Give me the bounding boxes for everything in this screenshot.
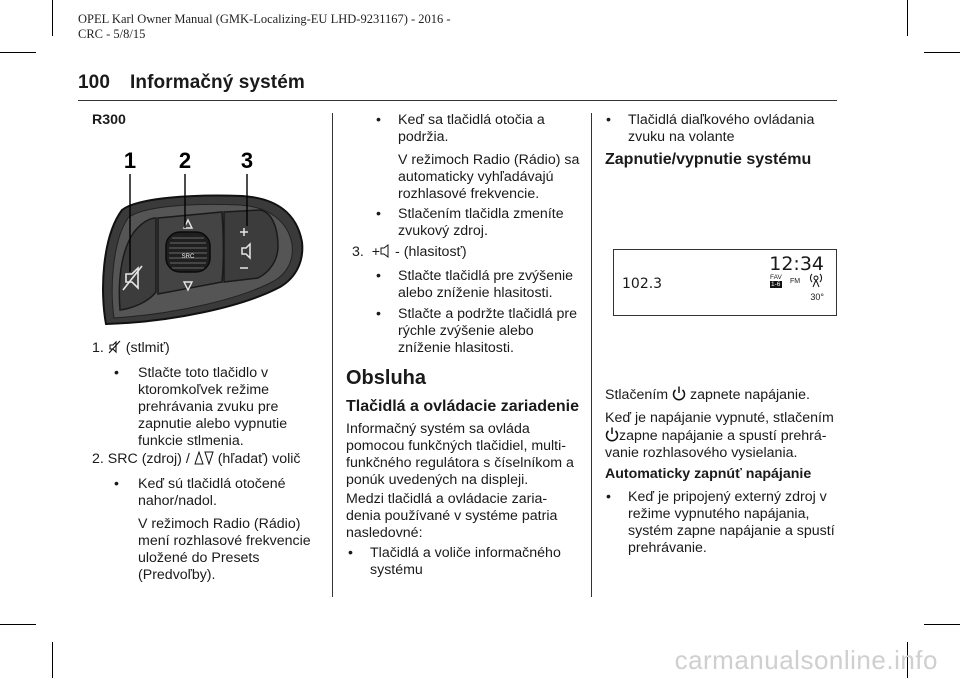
document-header-line-1: OPEL Karl Owner Manual (GMK-Localizing-EU LHD-9231167) - 2016 - xyxy=(78,12,451,26)
power-icon xyxy=(605,427,619,442)
bullet-mark: • xyxy=(606,489,611,505)
bullet-steering-wheel-controls: Tlačidlá diaľkového ovládania zvuku na volante xyxy=(628,112,815,145)
column-divider xyxy=(332,113,333,597)
item-3-text: - (hlasitosť) xyxy=(395,244,467,260)
document-header-line-2: CRC - 5/8/15 xyxy=(78,27,146,41)
bullet-mark: • xyxy=(376,206,381,222)
watermark xyxy=(0,645,960,676)
display-fav-label: FAV xyxy=(770,274,782,281)
crop-mark xyxy=(52,0,53,36)
item-2-bullet-continued: V režimoch Radio (Rádio) mení rozhlasové frekvencie uložené do Presets (Predvoľby). xyxy=(138,516,311,583)
paragraph-operation: Informačný systém sa ovláda pomocou funkčných tlačidiel, multi-funkčného regulátora s číselníkom a ponúk uvedených na displeji. xyxy=(346,421,574,488)
broadcast-icon xyxy=(808,272,824,288)
radio-display xyxy=(613,249,837,316)
power-on-text-pre: Stlačením xyxy=(605,387,669,403)
mute-icon xyxy=(108,340,122,354)
document-header xyxy=(78,12,451,42)
power-off-line-3: vanie rozhlasového vysielania. xyxy=(605,445,798,461)
bullet-mark: • xyxy=(606,112,611,128)
item-1-number: 1. xyxy=(92,340,104,356)
bullet-hold-wheel-continued: V režimoch Radio (Rádio) sa automaticky vyhľadávajú rozhlasové frekvencie. xyxy=(398,152,580,202)
bullet-hold-wheel: Keď sa tlačidlá otočia a podržia. xyxy=(398,112,545,145)
heading-rule xyxy=(78,100,837,101)
bullet-mark: • xyxy=(348,545,353,561)
display-clock: 12:34 xyxy=(769,253,824,275)
display-fav-page: 1-6 xyxy=(771,281,781,288)
item-2-bullet: Keď sú tlačidlá otočené nahor/nadol. xyxy=(138,476,286,509)
bullet-auto-power: Keď je pripojený externý zdroj v režime vypnutého napájania, systém zapne napájanie a spustí prehrávanie. xyxy=(628,489,835,556)
bullet-infotainment-buttons: Tlačidlá a voliče informačného systému xyxy=(370,545,561,578)
page-heading xyxy=(78,72,305,94)
bullet-change-source: Stlačením tlačidla zmeníte zvukový zdroj. xyxy=(398,206,564,239)
item-1-bullet: Stlačte toto tlačidlo v ktoromkoľvek režime prehrávania zvuku pre zapnutie alebo vypnutie funkcie stlmenia. xyxy=(138,365,288,449)
item-1-text: (stlmiť) xyxy=(125,340,170,356)
heading-buttons-controls: Tlačidlá a ovládacie zariadenie xyxy=(346,398,579,415)
crop-mark xyxy=(0,624,36,625)
item-1-label xyxy=(92,340,170,357)
display-frequency: 102.3 xyxy=(622,276,663,292)
heading-power-on-off: Zapnutie/vypnutie systému xyxy=(605,151,812,168)
crop-mark xyxy=(924,624,960,625)
paragraph-power-on xyxy=(605,386,810,404)
item-3-plus: + xyxy=(371,244,381,260)
crop-mark xyxy=(924,52,960,53)
page-number: 100 xyxy=(78,72,111,93)
item-2-label xyxy=(92,451,300,468)
model-label: R300 xyxy=(92,112,126,128)
bullet-mark: • xyxy=(114,365,119,381)
item-2-text-post: (hľadať) volič xyxy=(217,451,301,467)
crop-mark xyxy=(0,52,36,53)
bullet-mark: • xyxy=(376,268,381,284)
callout-1: 1 xyxy=(123,148,137,173)
watermark-text: carmanualsonline.info xyxy=(674,645,938,675)
subheading-auto-power: Automaticky zapnúť napájanie xyxy=(605,466,812,482)
bullet-mark: • xyxy=(376,306,381,322)
item-2-number: 2. xyxy=(92,451,104,467)
power-icon xyxy=(672,386,686,401)
seek-down-icon xyxy=(204,451,214,465)
item-2-text-pre: SRC (zdroj) / xyxy=(107,451,190,467)
display-temperature: 30° xyxy=(810,292,824,302)
display-fav xyxy=(770,274,782,288)
bullet-mark: • xyxy=(114,476,119,492)
power-off-line-1: Keď je napájanie vypnuté, stlačením xyxy=(605,410,834,426)
bullet-volume: Stlačte tlačidlá pre zvýšenie alebo zníženie hlasitosti. xyxy=(398,268,574,301)
bullet-volume-hold: Stlačte a podržte tlačidlá pre rýchle zvýšenie alebo zníženie hlasitosti. xyxy=(398,306,578,356)
callout-2: 2 xyxy=(178,148,192,173)
power-on-text-post: zapnete napájanie. xyxy=(690,387,810,403)
heading-obsluha: Obsluha xyxy=(346,367,427,389)
volume-icon xyxy=(380,244,391,258)
callout-3: 3 xyxy=(240,148,254,173)
crop-mark xyxy=(907,0,908,36)
steering-wheel-controls-figure xyxy=(92,142,324,332)
item-3-number: 3. xyxy=(352,244,364,260)
seek-up-icon xyxy=(194,451,204,465)
src-scroll-wheel xyxy=(166,232,210,272)
wheel-src-label: SRC xyxy=(181,254,195,260)
display-band: FM xyxy=(790,278,801,285)
paragraph-controls: Medzi tlačidlá a ovládacie zaria-denia používané v systéme patria nasledovné: xyxy=(346,491,558,541)
paragraph-power-off xyxy=(605,410,841,462)
page-title: Informačný systém xyxy=(130,72,305,93)
item-3-label xyxy=(352,244,467,261)
bullet-mark: • xyxy=(376,112,381,128)
column-divider xyxy=(591,113,592,597)
power-off-line-2: zapne napájanie a spustí prehrá- xyxy=(619,428,827,444)
